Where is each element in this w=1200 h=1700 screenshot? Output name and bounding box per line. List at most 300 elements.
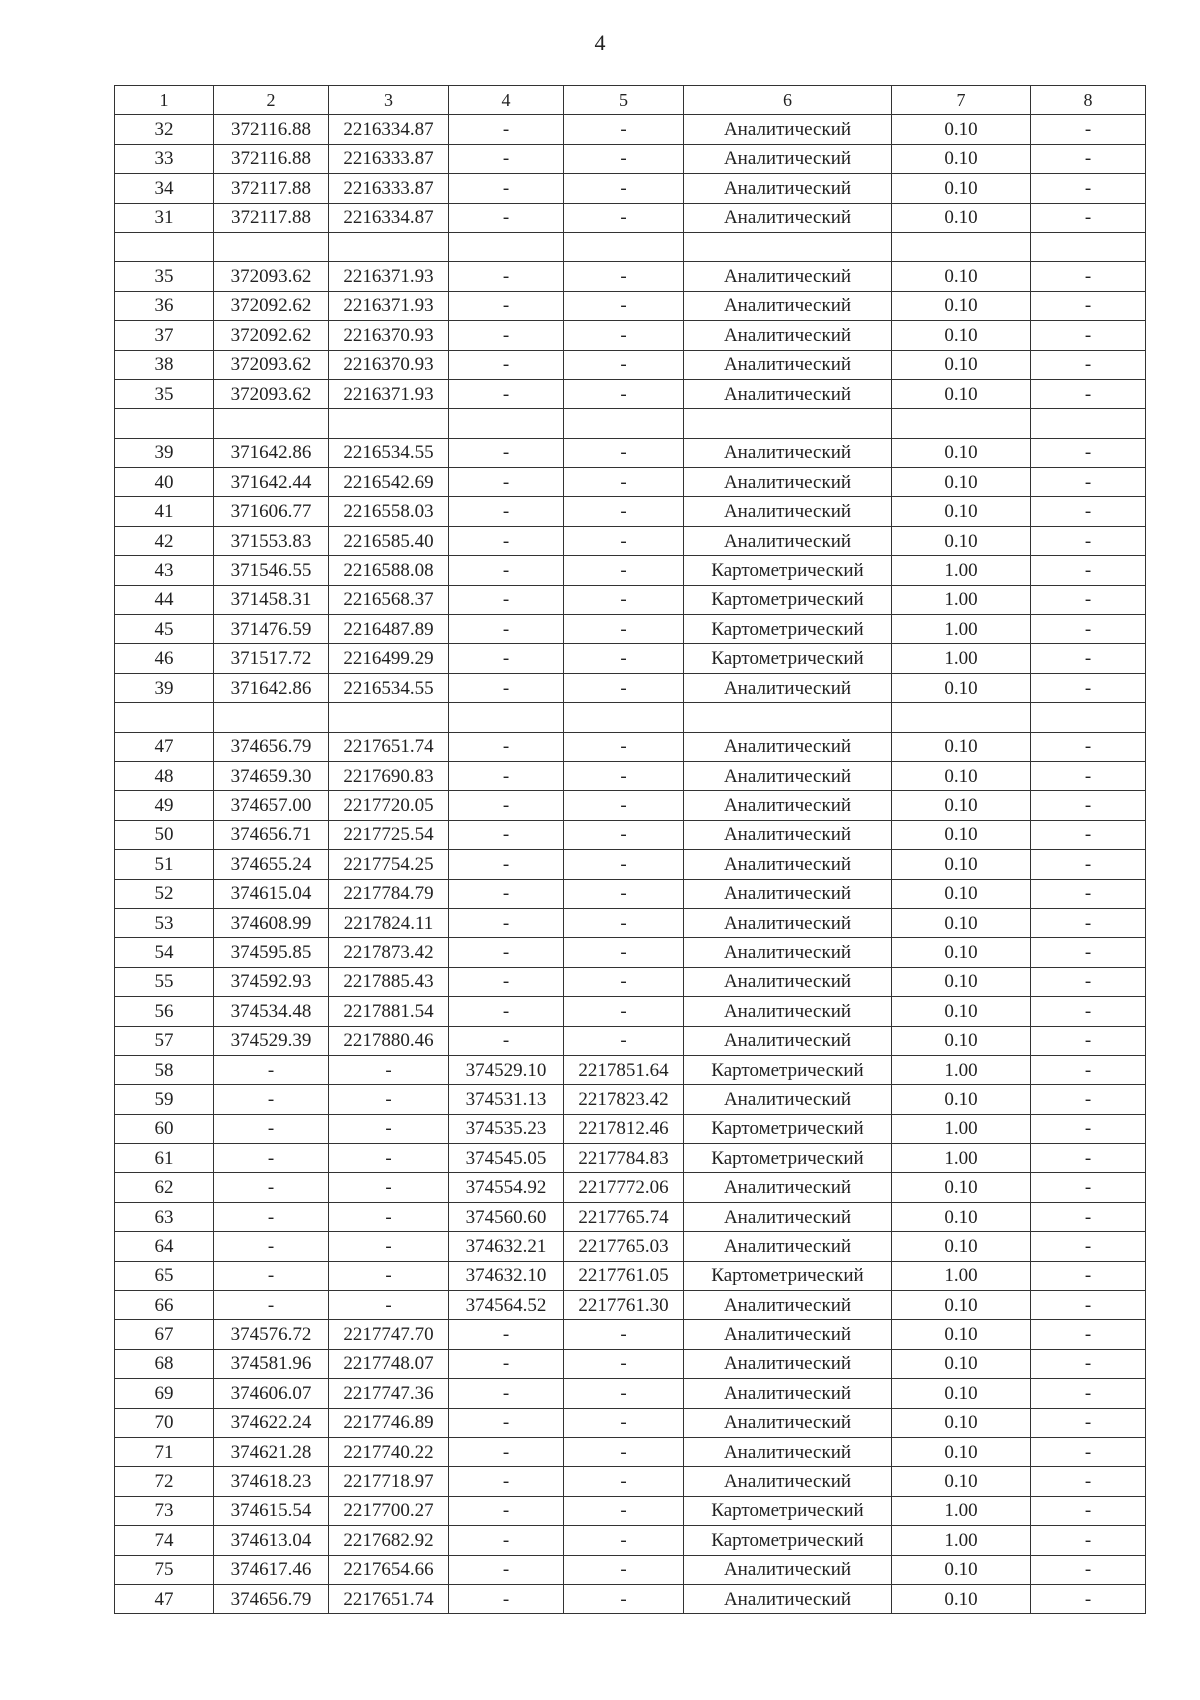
table-cell: 1.00	[892, 1526, 1031, 1555]
table-cell: 2217823.42	[564, 1085, 684, 1114]
table-cell: Аналитический	[684, 967, 892, 996]
table-cell: -	[1031, 497, 1146, 526]
table-cell: 374656.79	[214, 732, 329, 761]
table-cell: 2217812.46	[564, 1114, 684, 1143]
table-cell: 0.10	[892, 967, 1031, 996]
column-header: 6	[684, 86, 892, 115]
column-header: 7	[892, 86, 1031, 115]
table-cell: 31	[115, 203, 214, 232]
table-cell: -	[1031, 1232, 1146, 1261]
table-cell: 374581.96	[214, 1349, 329, 1378]
table-row	[115, 879, 1146, 908]
table-cell: 55	[115, 967, 214, 996]
table-cell: -	[449, 526, 564, 555]
table-cell: 2216568.37	[329, 585, 449, 614]
table-cell: 34	[115, 174, 214, 203]
table-cell: 2217880.46	[329, 1026, 449, 1055]
table-cell: 48	[115, 761, 214, 790]
table-cell: 0.10	[892, 1379, 1031, 1408]
table-row	[115, 262, 1146, 291]
table-cell: 374621.28	[214, 1437, 329, 1466]
table-cell: 374617.46	[214, 1555, 329, 1584]
table-cell: Аналитический	[684, 1467, 892, 1496]
table-cell: 1.00	[892, 644, 1031, 673]
table-cell: 372093.62	[214, 350, 329, 379]
table-cell: 374531.13	[449, 1085, 564, 1114]
table-cell: -	[564, 850, 684, 879]
table-row	[115, 1291, 1146, 1320]
table-cell: -	[214, 1232, 329, 1261]
table-row	[115, 761, 1146, 790]
table-cell: 46	[115, 644, 214, 673]
table-cell: Аналитический	[684, 997, 892, 1026]
table-cell: Картометрический	[684, 556, 892, 585]
table-row	[115, 438, 1146, 467]
table-cell: 2216333.87	[329, 174, 449, 203]
table-cell: 35	[115, 262, 214, 291]
table-cell: 1.00	[892, 556, 1031, 585]
table-cell: 0.10	[892, 1555, 1031, 1584]
table-cell: -	[564, 379, 684, 408]
table-cell	[892, 232, 1031, 261]
table-row	[115, 526, 1146, 555]
table-cell: 2217651.74	[329, 732, 449, 761]
table-cell: -	[564, 644, 684, 673]
table-cell: -	[564, 820, 684, 849]
table-cell: 0.10	[892, 1584, 1031, 1613]
table-cell: 73	[115, 1496, 214, 1525]
table-cell: 2217651.74	[329, 1584, 449, 1613]
table-cell: 374606.07	[214, 1379, 329, 1408]
table-cell: Аналитический	[684, 1408, 892, 1437]
table-cell: -	[449, 879, 564, 908]
table-cell: -	[564, 1526, 684, 1555]
table-cell: 374608.99	[214, 908, 329, 937]
table-row	[115, 1555, 1146, 1584]
table-row	[115, 556, 1146, 585]
table-cell	[115, 409, 214, 438]
table-cell: -	[1031, 379, 1146, 408]
table-cell: -	[564, 732, 684, 761]
table-cell: -	[449, 644, 564, 673]
table-cell: 2216588.08	[329, 556, 449, 585]
table-cell: 374613.04	[214, 1526, 329, 1555]
table-cell: 59	[115, 1085, 214, 1114]
table-cell: 372117.88	[214, 174, 329, 203]
table-cell: 1.00	[892, 1496, 1031, 1525]
table-cell: 0.10	[892, 673, 1031, 702]
table-cell: 2216371.93	[329, 262, 449, 291]
table-row	[115, 321, 1146, 350]
table-cell: -	[564, 1349, 684, 1378]
table-cell: -	[564, 115, 684, 144]
table-cell: 0.10	[892, 144, 1031, 173]
table-cell: 1.00	[892, 1261, 1031, 1290]
table-cell: -	[449, 1584, 564, 1613]
table-cell: 0.10	[892, 791, 1031, 820]
table-cell: -	[564, 585, 684, 614]
table-cell	[892, 703, 1031, 732]
table-cell: Аналитический	[684, 144, 892, 173]
table-cell: -	[449, 732, 564, 761]
table-cell: 68	[115, 1349, 214, 1378]
table-cell: 2216370.93	[329, 350, 449, 379]
table-cell: 374554.92	[449, 1173, 564, 1202]
table-cell: -	[564, 1379, 684, 1408]
table-cell: 75	[115, 1555, 214, 1584]
table-cell	[564, 232, 684, 261]
table-cell: 0.10	[892, 1026, 1031, 1055]
table-cell: 0.10	[892, 321, 1031, 350]
table-cell: -	[1031, 526, 1146, 555]
table-cell: -	[329, 1055, 449, 1084]
table-cell: -	[449, 791, 564, 820]
table-row	[115, 291, 1146, 320]
table-cell: -	[449, 115, 564, 144]
table-cell: 371606.77	[214, 497, 329, 526]
table-cell: 374615.54	[214, 1496, 329, 1525]
table-cell: -	[214, 1173, 329, 1202]
table-header-row	[115, 86, 1146, 115]
table-cell: -	[1031, 1291, 1146, 1320]
table-row	[115, 1173, 1146, 1202]
table-cell: 62	[115, 1173, 214, 1202]
table-cell: Аналитический	[684, 379, 892, 408]
table-cell: Аналитический	[684, 673, 892, 702]
table-cell: -	[1031, 115, 1146, 144]
table-cell: -	[564, 879, 684, 908]
table-row	[115, 174, 1146, 203]
table-cell: -	[564, 321, 684, 350]
table-cell: -	[214, 1114, 329, 1143]
table-row	[115, 1437, 1146, 1466]
table-cell: 2217784.79	[329, 879, 449, 908]
table-cell: -	[1031, 967, 1146, 996]
table-cell: Картометрический	[684, 1496, 892, 1525]
table-cell: -	[1031, 1055, 1146, 1084]
table-cell: -	[329, 1261, 449, 1290]
table-cell: Аналитический	[684, 526, 892, 555]
table-cell: Аналитический	[684, 1320, 892, 1349]
table-cell: Картометрический	[684, 1526, 892, 1555]
table-cell: -	[449, 1408, 564, 1437]
table-cell: -	[329, 1202, 449, 1231]
table-cell: Аналитический	[684, 438, 892, 467]
table-cell: Аналитический	[684, 879, 892, 908]
table-cell: -	[214, 1055, 329, 1084]
table-cell: Аналитический	[684, 938, 892, 967]
table-cell: 2217824.11	[329, 908, 449, 937]
table-row	[115, 1055, 1146, 1084]
table-cell: 0.10	[892, 1408, 1031, 1437]
table-cell: -	[564, 291, 684, 320]
table-cell: 2217690.83	[329, 761, 449, 790]
table-cell: 374659.30	[214, 761, 329, 790]
table-cell: -	[449, 497, 564, 526]
table-cell: 374615.04	[214, 879, 329, 908]
table-cell	[1031, 703, 1146, 732]
table-cell: 0.10	[892, 1437, 1031, 1466]
table-cell: 374534.48	[214, 997, 329, 1026]
table-cell: 372093.62	[214, 262, 329, 291]
table-cell: 0.10	[892, 497, 1031, 526]
table-cell: 2217748.07	[329, 1349, 449, 1378]
table-cell: -	[1031, 585, 1146, 614]
table-row	[115, 908, 1146, 937]
table-cell: -	[329, 1085, 449, 1114]
table-cell: 2216499.29	[329, 644, 449, 673]
table-cell: 2216371.93	[329, 291, 449, 320]
table-row	[115, 1379, 1146, 1408]
table-cell: 2217772.06	[564, 1173, 684, 1202]
table-cell: 2217754.25	[329, 850, 449, 879]
table-cell: 374632.21	[449, 1232, 564, 1261]
table-cell: Аналитический	[684, 1291, 892, 1320]
table-cell: 2217720.05	[329, 791, 449, 820]
table-cell: -	[1031, 350, 1146, 379]
table-cell: 2217765.74	[564, 1202, 684, 1231]
table-cell: Аналитический	[684, 468, 892, 497]
table-cell: 0.10	[892, 1291, 1031, 1320]
table-cell: Аналитический	[684, 1584, 892, 1613]
table-cell: 371546.55	[214, 556, 329, 585]
table-cell: -	[1031, 1202, 1146, 1231]
table-cell: -	[449, 1437, 564, 1466]
table-cell: -	[1031, 438, 1146, 467]
table-cell: 39	[115, 438, 214, 467]
table-cell: 2217885.43	[329, 967, 449, 996]
table-cell: -	[449, 1349, 564, 1378]
table-cell: -	[1031, 761, 1146, 790]
table-cell: 374632.10	[449, 1261, 564, 1290]
table-cell: 0.10	[892, 174, 1031, 203]
table-cell: Аналитический	[684, 203, 892, 232]
table-cell	[564, 703, 684, 732]
table-cell: 0.10	[892, 908, 1031, 937]
table-cell: -	[1031, 291, 1146, 320]
table-cell: -	[1031, 908, 1146, 937]
table-row	[115, 732, 1146, 761]
table-cell: 371458.31	[214, 585, 329, 614]
table-cell: 2217761.05	[564, 1261, 684, 1290]
table-cell: -	[449, 203, 564, 232]
table-cell: 2217718.97	[329, 1467, 449, 1496]
table-cell: 371476.59	[214, 615, 329, 644]
table-cell: Аналитический	[684, 1232, 892, 1261]
table-cell	[214, 703, 329, 732]
table-cell: -	[1031, 1349, 1146, 1378]
table-cell: 0.10	[892, 1320, 1031, 1349]
table-cell: 66	[115, 1291, 214, 1320]
table-cell: Картометрический	[684, 1114, 892, 1143]
table-cell: 58	[115, 1055, 214, 1084]
table-cell: 372093.62	[214, 379, 329, 408]
table-row	[115, 1085, 1146, 1114]
table-row	[115, 1026, 1146, 1055]
table-cell	[1031, 409, 1146, 438]
table-cell: 371642.86	[214, 673, 329, 702]
table-row	[115, 1202, 1146, 1231]
table-separator-row	[115, 232, 1146, 261]
table-cell: -	[449, 673, 564, 702]
table-cell: 0.10	[892, 115, 1031, 144]
table-cell: -	[449, 1379, 564, 1408]
table-cell: 57	[115, 1026, 214, 1055]
table-cell: 0.10	[892, 468, 1031, 497]
table-row	[115, 350, 1146, 379]
table-cell: Картометрический	[684, 1261, 892, 1290]
table-cell: -	[329, 1114, 449, 1143]
table-cell: Аналитический	[684, 1026, 892, 1055]
table-cell: 374595.85	[214, 938, 329, 967]
table-cell: 372092.62	[214, 321, 329, 350]
table-cell: -	[564, 1496, 684, 1525]
table-cell: 2217747.36	[329, 1379, 449, 1408]
table-cell: Аналитический	[684, 497, 892, 526]
table-cell: -	[1031, 144, 1146, 173]
table-cell: 372092.62	[214, 291, 329, 320]
table-cell: 42	[115, 526, 214, 555]
table-cell: Аналитический	[684, 321, 892, 350]
table-cell: Аналитический	[684, 791, 892, 820]
table-cell: 43	[115, 556, 214, 585]
table-cell: 2216334.87	[329, 115, 449, 144]
column-header: 4	[449, 86, 564, 115]
table-cell: -	[1031, 1320, 1146, 1349]
table-cell: -	[564, 497, 684, 526]
table-cell: -	[449, 291, 564, 320]
table-row	[115, 644, 1146, 673]
table-cell	[214, 409, 329, 438]
table-cell: Аналитический	[684, 1202, 892, 1231]
table-cell	[684, 409, 892, 438]
table-row	[115, 1467, 1146, 1496]
table-row	[115, 1526, 1146, 1555]
table-cell: -	[449, 262, 564, 291]
table-row	[115, 997, 1146, 1026]
table-separator-row	[115, 703, 1146, 732]
table-cell: -	[1031, 938, 1146, 967]
table-cell: Аналитический	[684, 1085, 892, 1114]
table-cell: 0.10	[892, 262, 1031, 291]
table-cell: Аналитический	[684, 174, 892, 203]
table-cell: -	[564, 1584, 684, 1613]
table-cell: 0.10	[892, 291, 1031, 320]
table-cell: -	[449, 615, 564, 644]
table-cell: 374657.00	[214, 791, 329, 820]
coordinates-table	[114, 85, 1146, 1614]
table-cell	[684, 703, 892, 732]
table-cell: -	[1031, 174, 1146, 203]
table-cell: -	[449, 144, 564, 173]
table-cell: -	[564, 967, 684, 996]
table-cell: -	[449, 585, 564, 614]
table-cell: 0.10	[892, 997, 1031, 1026]
table-cell: 2216334.87	[329, 203, 449, 232]
table-cell: Аналитический	[684, 1379, 892, 1408]
table-cell: -	[1031, 203, 1146, 232]
table-cell: 1.00	[892, 585, 1031, 614]
table-cell: 54	[115, 938, 214, 967]
table-row	[115, 115, 1146, 144]
table-cell: 374622.24	[214, 1408, 329, 1437]
table-body	[115, 86, 1146, 1614]
table-cell: -	[1031, 732, 1146, 761]
table-row	[115, 791, 1146, 820]
column-header: 1	[115, 86, 214, 115]
column-header: 2	[214, 86, 329, 115]
table-cell: Аналитический	[684, 115, 892, 144]
table-cell: 371642.44	[214, 468, 329, 497]
table-cell: Аналитический	[684, 262, 892, 291]
table-row	[115, 1144, 1146, 1173]
table-cell: -	[564, 1437, 684, 1466]
table-cell: 45	[115, 615, 214, 644]
table-cell: 374560.60	[449, 1202, 564, 1231]
table-cell: -	[329, 1173, 449, 1202]
table-cell: -	[564, 1026, 684, 1055]
table-cell: -	[214, 1085, 329, 1114]
table-separator-row	[115, 409, 1146, 438]
table-cell: -	[564, 174, 684, 203]
table-cell: -	[1031, 1437, 1146, 1466]
table-cell	[564, 409, 684, 438]
table-cell: 372117.88	[214, 203, 329, 232]
table-cell	[449, 703, 564, 732]
table-cell: -	[1031, 1085, 1146, 1114]
table-cell: 44	[115, 585, 214, 614]
table-cell	[214, 232, 329, 261]
table-cell: -	[564, 1408, 684, 1437]
table-cell: 2217873.42	[329, 938, 449, 967]
table-cell: -	[564, 556, 684, 585]
table-cell: -	[1031, 820, 1146, 849]
table-cell: Аналитический	[684, 820, 892, 849]
table-cell: 36	[115, 291, 214, 320]
table-row	[115, 468, 1146, 497]
table-cell: 49	[115, 791, 214, 820]
table-cell: -	[564, 938, 684, 967]
table-cell: 47	[115, 732, 214, 761]
table-cell: 0.10	[892, 1202, 1031, 1231]
table-cell: -	[564, 526, 684, 555]
table-cell: 39	[115, 673, 214, 702]
table-cell: 74	[115, 1526, 214, 1555]
table-cell: 2216333.87	[329, 144, 449, 173]
table-cell: 374655.24	[214, 850, 329, 879]
column-header: 8	[1031, 86, 1146, 115]
table-cell: 371517.72	[214, 644, 329, 673]
table-cell: -	[1031, 997, 1146, 1026]
table-cell: -	[1031, 321, 1146, 350]
table-cell: -	[449, 1026, 564, 1055]
table-cell: 51	[115, 850, 214, 879]
table-row	[115, 585, 1146, 614]
table-cell	[329, 409, 449, 438]
table-row	[115, 1496, 1146, 1525]
table-cell: -	[1031, 1408, 1146, 1437]
table-row	[115, 850, 1146, 879]
table-cell: 374656.79	[214, 1584, 329, 1613]
table-cell	[329, 232, 449, 261]
table-cell: -	[564, 468, 684, 497]
table-cell: 0.10	[892, 350, 1031, 379]
table-cell: 372116.88	[214, 115, 329, 144]
table-cell: 35	[115, 379, 214, 408]
table-cell: 2217761.30	[564, 1291, 684, 1320]
table-cell: 67	[115, 1320, 214, 1349]
table-cell: 38	[115, 350, 214, 379]
